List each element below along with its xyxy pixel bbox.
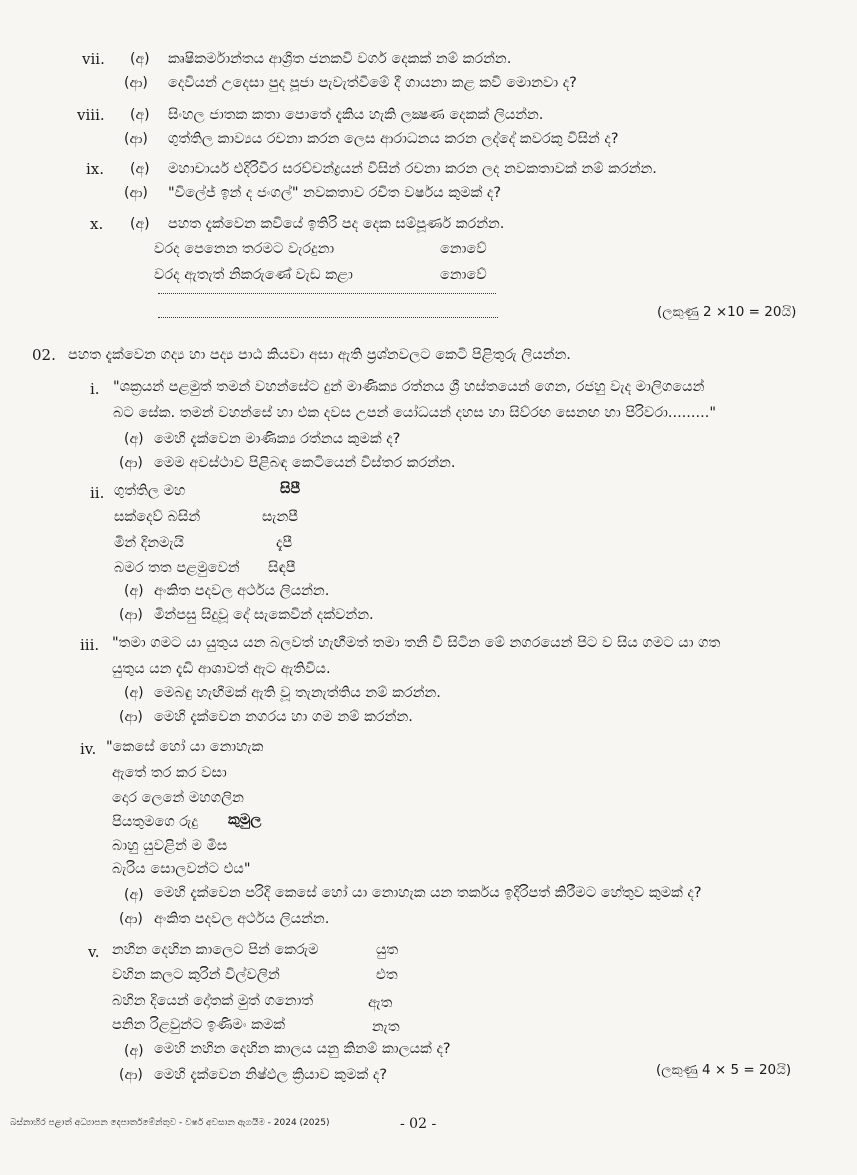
verse-line: පනින රිළවුන්ට ඉණිමං කමක් (112, 1017, 286, 1033)
verse-line-1-end: නොවේ (440, 241, 487, 257)
sub-label: (අ) (130, 161, 150, 177)
prose-line-1: "ශක්‍රයන් පළමුත් තමන් වහන්සේට දුන් මාණික්‍ය රත්නය ශ්‍රී හස්තයෙන් ගෙන, රජහු වැද මාලිගයෙන් (113, 379, 705, 395)
sub-label: (අ) (124, 583, 144, 599)
sub-question-b: මින්පසු සිදුවූ දේ සැකෙවින් දක්වන්න. (154, 607, 374, 623)
verse-line: නහින දෙහින කාලෙට පින් කෙරුම (112, 942, 319, 958)
sub-question-a: මෙහි නහින දෙහින කාලය යනු කිනම් කාලයක් ද? (154, 1041, 451, 1057)
sub-question-a: සිංහල ජාතක කතා පොතේ දැකිය හැකි ලක්‍ෂණ දෙකක් ලියන්න. (168, 107, 544, 123)
sub-label: (ආ) (124, 131, 148, 147)
verse-word: සිඳපී (268, 560, 296, 576)
sub-question-a: අංකිත පදවල අර්ථය ලියන්න. (154, 583, 330, 599)
verse-line: බාහු යුවළින් ම මිස (112, 838, 228, 854)
verse-word: නැත (372, 1019, 400, 1035)
marks-allocation: (ලකුණු 4 × 5 = 20යි) (656, 1062, 792, 1078)
verse-line: බමර තත පළමුවෙන් (114, 560, 240, 576)
sub-label: (ආ) (119, 911, 143, 927)
verse-line: ගුත්තිල මහ (114, 483, 186, 499)
sub-question-a: මහාචාර්ය එදිරිවීර සරච්චන්ද්‍රයන් විසින් රචනා කරන ලද නවකතාවක් නම් කරන්න. (168, 161, 657, 177)
sub-label: (අ) (124, 431, 144, 447)
sub-question-a: මෙබඳු හැඟීමක් ඇති වූ තැනැත්තිය නම් කරන්න. (154, 685, 441, 701)
verse-word: යුත (376, 942, 399, 958)
sub-question-b: ගුත්තිල කාව්‍යය රචනා කරන ලෙස ආරාධනය කරන ලද්දේ කවරකු විසින් ද? (168, 131, 619, 147)
sub-label: (අ) (130, 51, 150, 67)
sub-question-b: මෙහි දැක්වෙන නිෂ්ඵල ක්‍රියාව කුමක් ද? (154, 1067, 388, 1083)
page-number: - 02 - (400, 1116, 437, 1132)
sub-question-b: දෙවියන් උදෙසා පුද පූජා පැවැත්වීමේ දී ගායනා කළ කවි මොනවා ද? (168, 75, 577, 91)
verse-line: "කෙසේ හෝ යා නොහැක (106, 739, 264, 755)
item-number: ii. (90, 484, 105, 502)
sub-label: (අ) (124, 887, 144, 903)
prose-line-2: බට සේක. තමන් වහන්සේ හා එක දවස උපන් යෝධයන් දහස හා සිව්රඟ සෙනඟ හා පිරිවරා........." (113, 405, 717, 421)
prose-line-1: "තමා ගමට යා යුතුය යන බලවත් හැඟීමත් තමා තනි වී සිටින මේ නගරයෙන් පිට ව සිය ගමට යා ගත (112, 635, 721, 651)
sub-question-b: "විලේජ් ඉන් ද ජංගල්" නවකතාව රචිත වර්ෂය කුමක් ද? (168, 185, 502, 201)
verse-line-2-end: නොවේ (440, 267, 487, 283)
item-number: ix. (86, 160, 105, 178)
footer-text: බස්නාහිර පළාත් අධ්‍යාපන දෙපාර්තමේන්තුව - වර්ෂ අවසාන ඇගයීම - 2024 (2025) (10, 1118, 330, 1128)
sub-label: (ආ) (119, 709, 143, 725)
sub-label: (ආ) (119, 1067, 143, 1083)
sub-label: (අ) (130, 216, 150, 232)
sub-question-b: මෙහි දැක්වෙන නගරය හා ගම නම් කරන්න. (154, 709, 413, 725)
sub-label: (ආ) (119, 455, 143, 471)
verse-line: බැරිය සොලවන්ට එය" (112, 861, 251, 877)
prose-line-2: යුතුය යන දැඩි ආශාවත් ඇට ඇතිවිය. (112, 661, 331, 677)
verse-line: ඇතේ තර කර වසා (112, 765, 227, 781)
sub-question-a: මෙහි දැක්වෙන පරිදි කෙසේ හෝ යා නොහැක යන තර්කය ඉදිරිපත් කිරීමට හේතුව කුමක් ද? (154, 885, 702, 901)
item-number: i. (90, 380, 100, 398)
item-number: viii. (77, 106, 105, 124)
question-number: 02. (32, 346, 56, 364)
verse-line: දොර ලෙනේ මහගලින (112, 790, 244, 806)
item-number: iii. (80, 636, 100, 654)
verse-line: සක්දෙව් බසින් (114, 509, 201, 525)
answer-dotted-line (158, 292, 496, 294)
sub-label: (අ) (130, 107, 150, 123)
item-number: iv. (80, 740, 97, 758)
verse-word-marked: සිපී (280, 481, 301, 497)
sub-label: (අ) (124, 685, 144, 701)
sub-question-b: මෙම අවස්ථාව පිළිබඳ කෙටියෙන් විස්තර කරන්න. (154, 455, 456, 471)
verse-line-1: වරද පෙනෙන තරමට වැරදුනා (154, 241, 335, 257)
item-number: x. (90, 215, 104, 233)
verse-word: එත (376, 967, 398, 983)
sub-label: (ආ) (124, 75, 148, 91)
verse-line: වහින කලට කුරින් විල්වලින් (112, 967, 280, 983)
verse-line: බහින දියෙන් දෝතක් මුත් ගනොත් (112, 993, 314, 1009)
verse-line-2: වරද ඇතැත් නිකරුණේ වැඩ කළා (154, 267, 353, 283)
sub-label: (ආ) (124, 185, 148, 201)
sub-question-a: පහත දැක්වෙන කවියේ ඉතිරි පද දෙක සම්පූර්ණ කරන්න. (168, 216, 505, 232)
sub-label: (අ) (124, 1043, 144, 1059)
sub-label: (ආ) (119, 607, 143, 623)
sub-question-b: අංකිත පදවල අර්ථය ලියන්න. (154, 911, 330, 927)
verse-word: ඇත (368, 995, 393, 1011)
verse-word: සැනපී (262, 509, 299, 525)
verse-word-marked: කුමුල (228, 812, 262, 828)
verse-word: දැපී (276, 535, 293, 551)
verse-line: මින් දිනමැයි (114, 535, 184, 551)
sub-question-a: මෙහි දැක්වෙන මාණික්‍ය රත්නය කුමක් ද? (154, 431, 401, 447)
item-number: vii. (82, 50, 105, 68)
question-instruction: පහත දැක්වෙන ගද්‍ය හා පද්‍ය පාඨ කියවා අසා ඇති ප්‍රශ්නවලට කෙටි පිළිතුරු ලියන්න. (68, 347, 571, 363)
item-number: v. (88, 943, 100, 961)
verse-line: පියතුමගෙ රුදු (112, 814, 198, 830)
marks-allocation: (ලකුණු 2 ×10 = 20යි) (657, 304, 797, 320)
sub-question-a: කෘෂිකර්මාන්තය ආශ්‍රිත ජනකවි වර්ග දෙකක් නම් කරන්න. (168, 51, 512, 67)
answer-dotted-line (158, 316, 498, 318)
